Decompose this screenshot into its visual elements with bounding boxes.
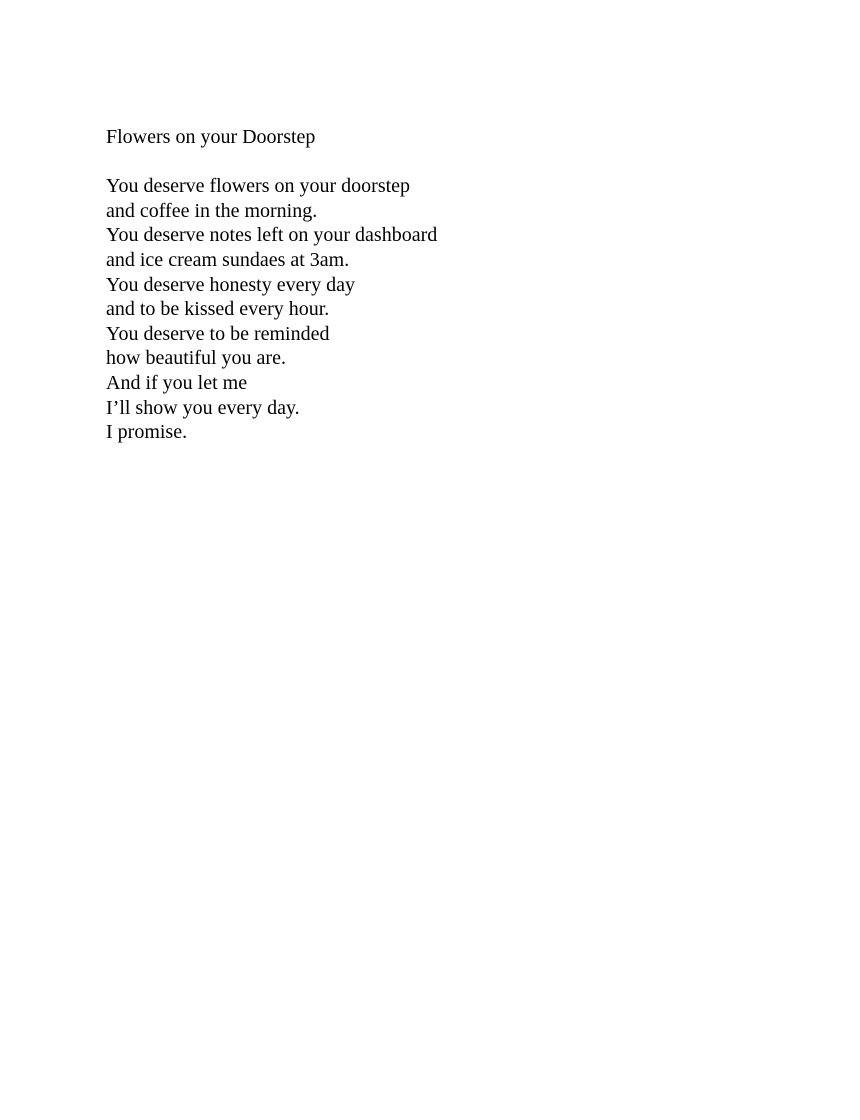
poem-line-2: and coffee in the morning.: [106, 199, 318, 222]
poem: [106, 125, 437, 445]
poem-line-5: You deserve honesty every day: [106, 273, 356, 296]
poem-title: Flowers on your Doorstep: [106, 126, 316, 148]
title-spacer: [106, 150, 437, 175]
poem-line-10: I’ll show you every day.: [106, 396, 300, 419]
poem-line-8: how beautiful you are.: [106, 347, 286, 370]
poem-line-3: You deserve notes left on your dashboard: [106, 224, 438, 247]
poem-line-1: You deserve flowers on your doorstep: [106, 175, 411, 198]
poem-line-9: And if you let me: [106, 371, 248, 394]
poem-line-4: and ice cream sundaes at 3am.: [106, 248, 350, 271]
poem-line-11: I promise.: [106, 421, 188, 444]
poem-line-6: and to be kissed every hour.: [106, 298, 330, 321]
poem-line-7: You deserve to be reminded: [106, 322, 330, 345]
